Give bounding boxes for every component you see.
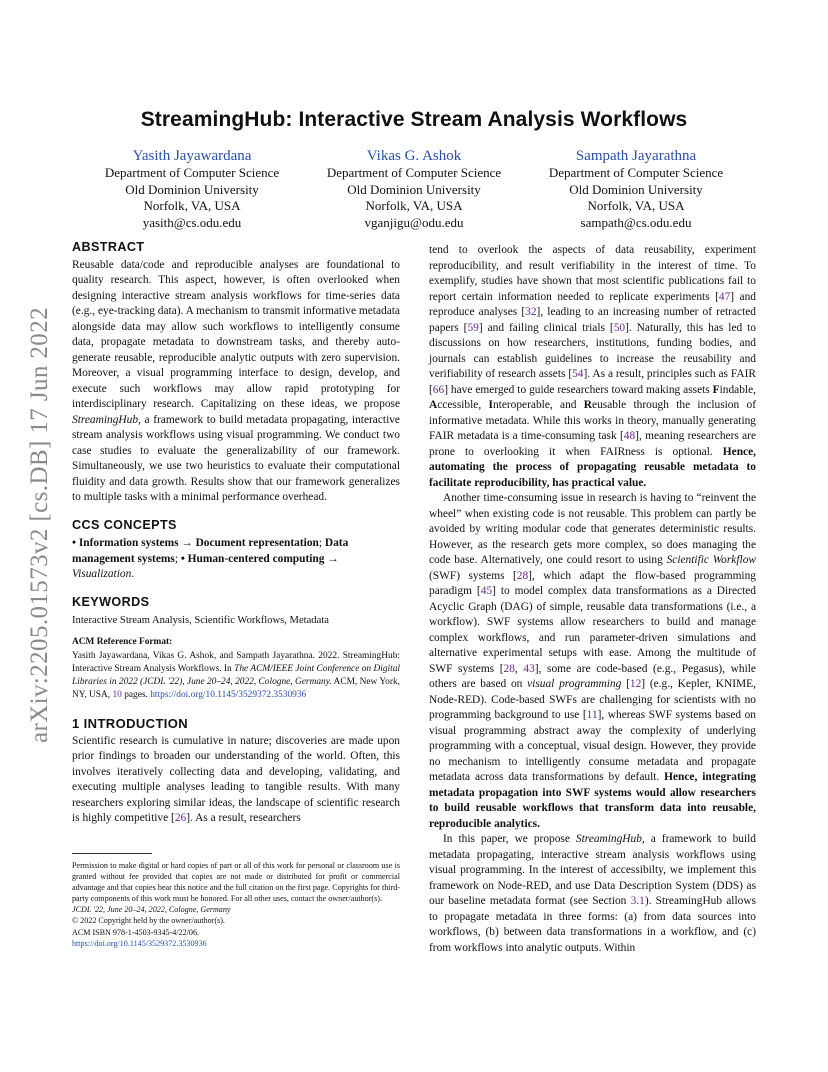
body-text: ], whereas SWF systems based on visual programming abstract away the complexity of underlying programming with a conceptual, visual design. However, they provide no mechanism to intelligently consume metadata and propagate metadata across data transformations by default. (429, 709, 756, 783)
acm-ref-heading: ACM Reference Format: (72, 636, 173, 647)
arxiv-stamp-text: arXiv:2205.01573v2 [cs.DB] 17 Jun 2022 (26, 306, 53, 744)
right-paragraph-1 (429, 243, 756, 491)
intro-text: Scientific research is cumulative in nature; discoveries are made upon prior findings to broaden our understanding of the world. Often, this involves iteratively collecting data and developing, validating, and executing multiple analyses leading to tangible results. With many researchers exploring similar ideas, the landscape of scientific research is highly competitive [ (72, 734, 400, 824)
acm-ref-venue: The ACM/IEEE Joint Conference on Digital Libraries in 2022 (JCDL '22), June 20–24, 2022, Cologne, Germany. (72, 664, 401, 687)
italic-text: StreamingHub (575, 833, 642, 845)
intro-text: ]. As a result, researchers (186, 812, 301, 824)
ccs-item: Visualization (72, 568, 132, 580)
ccs-item: • Information systems → Document representation (72, 537, 319, 549)
body-text: tend to overlook the aspects of data reusability, experiment reproducibility, and result verifiability in the interest of time. To exemplify, studies have shown that most scientific publications fail to report certain information needed to replicate experiments [ (429, 244, 756, 303)
author-email: sampath@cs.odu.edu (580, 214, 692, 230)
author-location: Norfolk, VA, USA (587, 198, 685, 214)
left-column (72, 240, 400, 827)
author-univ: Old Dominion University (347, 181, 481, 197)
author-name[interactable]: Yasith Jayawardana (132, 148, 252, 164)
italic-text: visual programming (527, 678, 622, 690)
body-text: ] and reproduce analyses [ (429, 290, 756, 318)
footnote-doi-link[interactable]: https://doi.org/10.1145/3529372.3530936 (72, 938, 207, 948)
body-text: ] (e.g., Kepler, KNIME, Node-RED). Code-based SWFs are challenging for scientists with no programming background to use [ (429, 678, 756, 721)
body-text: ] have emerged to guide researchers toward making assets (444, 383, 713, 396)
body-text: In this paper, we propose (443, 833, 576, 845)
body-text: ]. As a result, principles such as FAIR [ (429, 368, 756, 396)
body-text: eusable through the inclusion of informative metadata. While this works in theory, manually generating FAIR metadata is a time-consuming task [ (429, 399, 756, 442)
abstract-text-end: , a framework to build metadata propagating, interactive stream analysis workflows using visual programming. We conduct two case studies to evaluate the generalizability of our framework. Simultaneously, we use two heuristics to evaluate their computational fluidity and data growth. Results show that our framework generalizes to multiple tasks with a minimal performance overhead. (72, 413, 400, 503)
body-text: ccessible, (437, 399, 489, 411)
author-name[interactable]: Vikas G. Ashok (366, 148, 462, 164)
acm-ref-body (72, 650, 400, 702)
author-block-2 (294, 148, 534, 231)
section-link[interactable]: 3.1 (630, 895, 645, 907)
ccs-sep: ; (318, 537, 325, 549)
author-dept: Department of Computer Science (326, 165, 502, 181)
acm-ref-text: ACM, New York, NY, USA, (72, 677, 400, 700)
ccs-heading: CCS CONCEPTS (72, 517, 177, 532)
author-univ: Old Dominion University (569, 181, 703, 197)
body-text: Another time-consuming issue in research is having to “reinvent the wheel” when existing code is not reusable. This problem can partly be avoided by writing modular code that generates deterministic results. However, as the research gets more complex, so does managing the code base. Alternatively, one could resort to using (429, 492, 756, 566)
body-text: , (514, 662, 524, 675)
author-univ: Old Dominion University (125, 181, 259, 197)
body-text: [ (621, 678, 630, 690)
body-text: ], meaning researchers are prone to overlooking it when FAIRness is optional. (429, 430, 757, 458)
keywords-text: Interactive Stream Analysis, Scientific Workflows, Metadata (72, 615, 329, 626)
copyright-footnote (72, 860, 400, 949)
keywords-heading: KEYWORDS (72, 594, 150, 609)
body-text: , a framework to build metadata propagating, interactive stream analysis workflows using visual programming. In the interest of accessibilty, we implement this framework on Node-RED, and use Data Description System (DDS) as our baseline metadata format (see Section (429, 833, 756, 907)
author-dept: Department of Computer Science (104, 165, 280, 181)
italic-text: Scientific Workflow (666, 554, 756, 566)
acm-ref-text: pages. (121, 690, 151, 700)
intro-heading: 1 INTRODUCTION (72, 716, 189, 731)
ccs-arrow: → (324, 552, 339, 565)
fair-letter: A (429, 399, 438, 411)
body-text: ], which adapt the flow-based programming paradigm [ (429, 569, 756, 597)
right-column (429, 243, 756, 956)
author-email: vganjigu@odu.edu (364, 214, 464, 230)
right-paragraph-3 (429, 832, 756, 956)
acm-ref-pages[interactable]: 10 (112, 690, 122, 700)
citation-link[interactable]: 45 (480, 585, 493, 597)
author-location: Norfolk, VA, USA (365, 198, 463, 214)
citation-link[interactable]: 28 (503, 662, 515, 675)
acm-ref-text: Yasith Jayawardana, Vikas G. Ashok, and Sampath Jayarathna. 2022. StreamingHub: Interactive Stream Analysis Workflows. In (72, 651, 400, 674)
citation-link[interactable]: 11 (586, 709, 598, 721)
citation-link[interactable]: 54 (572, 368, 584, 380)
abstract-body (72, 258, 400, 506)
author-dept: Department of Computer Science (548, 165, 724, 181)
citation-link[interactable]: 48 (623, 430, 636, 442)
paper-title: StreamingHub: Interactive Stream Analysis Workflows (140, 108, 688, 131)
ccs-end: . (131, 568, 135, 580)
citation-link[interactable]: 26 (174, 812, 187, 824)
citation-link[interactable]: 59 (467, 321, 479, 334)
body-text: ] and failing clinical trials [ (478, 321, 614, 334)
permission-notice: Permission to make digital or hard copies of part or all of this work for personal or classroom use is granted without fee provided that copies are not made or distributed for profit or commercial advantage and that copies bear this notice and the full citation on the first page. Copyrights for third-party components of this work must be honored. For all other uses, contact the owner/author(s). (72, 861, 400, 904)
emphasis-text: Hence, integrating metadata propagation into SWF systems would allow researchers to build reusable workflows that transform data into reusable, reproducible analytics. (429, 771, 756, 830)
body-text: (SWF) systems [ (429, 569, 517, 582)
copyright-line: © 2022 Copyright held by the owner/author(s). (72, 916, 225, 926)
citation-link[interactable]: 28 (516, 569, 529, 582)
venue-line: JCDL '22, June 20–24, 2022, Cologne, Germany (72, 905, 231, 915)
footnote-rule (72, 853, 152, 854)
body-text: ). StreamingHub allows to propagate metadata in three forms: (a) from data sources into workflows, (b) between data transformations in a workflow, and (c) from workflows into analytic outputs. Within (429, 895, 756, 954)
abstract-em: StreamingHub (72, 413, 139, 426)
intro-paragraph (72, 734, 400, 827)
emphasis-text: Hence, automating the process of propagating reusable metadata to facilitate reproducibility, has practical value. (429, 445, 756, 489)
citation-link[interactable]: 47 (718, 290, 731, 303)
citation-link[interactable]: 32 (525, 306, 537, 318)
acm-ref-doi-link[interactable]: https://doi.org/10.1145/3529372.3530936 (150, 690, 307, 700)
fair-letter: R (583, 399, 593, 411)
body-text: ] to model complex data transformations as a Directed Acyclic Graph (DAG) of simple, reusable data transformations (i.e., a workflow). SWF systems allow researchers to build and manage complex workflows, and run parameter-driven simulations and alternative experimental setups with ease. Among the multitude of SWF systems [ (429, 585, 756, 675)
author-block-1 (72, 148, 312, 231)
body-text: indable, (719, 383, 756, 396)
ccs-sep: ; (174, 552, 181, 565)
fair-letter: I (488, 399, 493, 411)
ccs-item: • Human-centered computing (180, 552, 325, 565)
body-text: nteroperable, and (492, 399, 584, 411)
abstract-text: Reusable data/code and reproducible analyses are foundational to quality research. This aspect, however, is often overlooked when designing interactive stream analysis workflows for time-series data (e.g., eye-tracking data). A mechanism to transmit informative metadata alongside data may allow such workflows to intelligently consume data, propagate metadata to downstream tasks, and thereby auto-generate reusable, reproducible analytic outputs with zero supervision. Moreover, a visual programming interface to design, develop, and execute such workflows may allow rapid prototyping for interdisciplinary research. Capitalizing on these ideas, we propose (72, 258, 400, 410)
arxiv-stamp (20, 290, 60, 760)
author-name[interactable]: Sampath Jayarathna (575, 148, 697, 164)
fair-letter: F (712, 383, 720, 396)
ccs-body (72, 536, 400, 583)
right-paragraph-2 (429, 491, 756, 832)
citation-link[interactable]: 66 (432, 383, 445, 396)
ccs-item: Data management systems (72, 537, 349, 565)
author-email: yasith@cs.odu.edu (142, 214, 242, 230)
body-text: ]. Naturally, this has led to discussions on how researchers, institutions, funding bodies, and journals can establish guidelines to increase the reusability and verifiability of research assets [ (429, 321, 757, 380)
body-text: ], some are code-based (e.g., Pegasus), while others are based on (429, 662, 756, 690)
citation-link[interactable]: 43 (523, 662, 535, 675)
author-location: Norfolk, VA, USA (143, 198, 241, 214)
citation-link[interactable]: 12 (629, 678, 642, 690)
body-text: ], leading to an increasing number of retracted papers [ (429, 306, 756, 334)
isbn-line: ACM ISBN 978-1-4503-9345-4/22/06. (72, 927, 200, 937)
author-block-3 (516, 148, 756, 231)
abstract-heading: ABSTRACT (72, 240, 145, 254)
citation-link[interactable]: 50 (613, 321, 626, 334)
